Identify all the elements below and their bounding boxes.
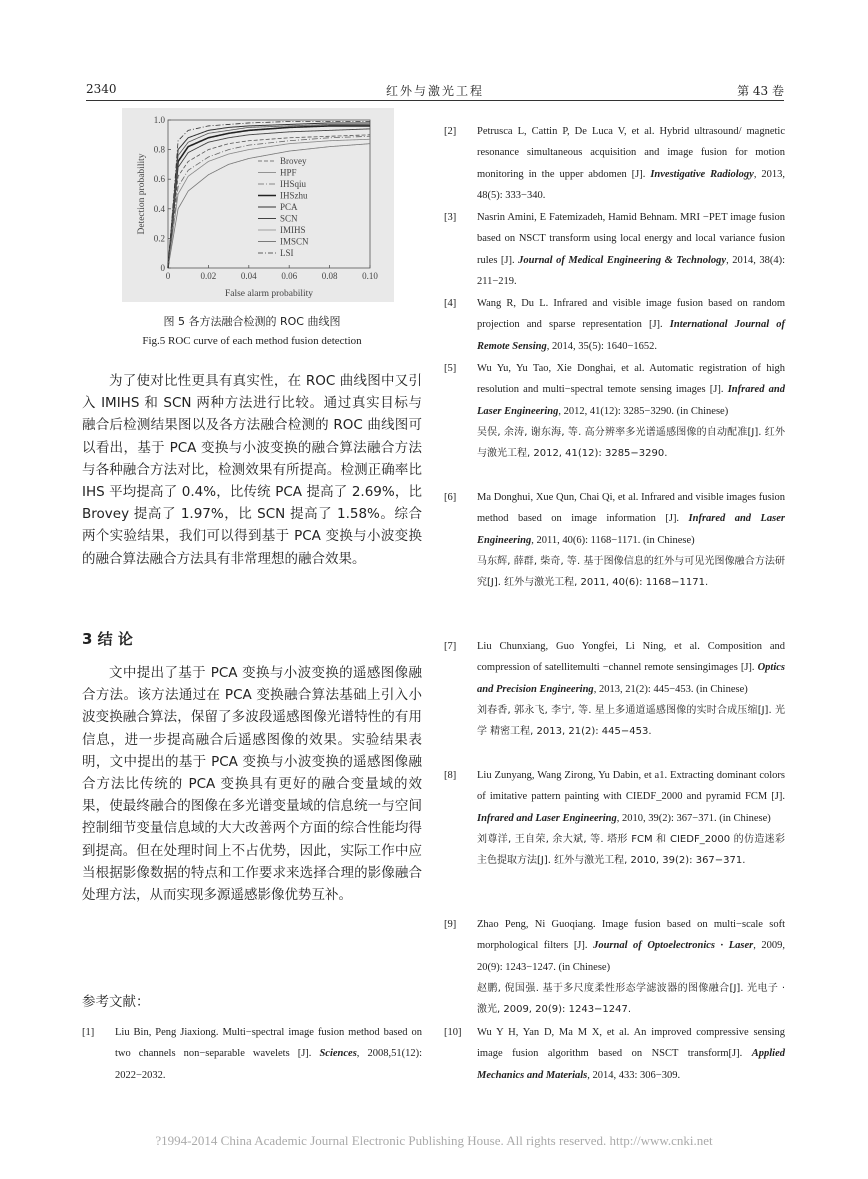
reference-number: [1]: [82, 1027, 95, 1038]
reference-number: [8]: [444, 770, 457, 781]
reference-item: [444, 487, 785, 593]
roc-series-scn: [168, 129, 370, 268]
legend-label: PCA: [280, 202, 298, 212]
x-tick-label: 0.06: [281, 271, 298, 281]
reference-item: [444, 121, 785, 206]
roc-series-imihs: [168, 139, 370, 268]
reference-number: [7]: [444, 641, 457, 652]
reference-chinese: 马东辉, 薛群, 柴奇, 等. 基于图像信息的红外与可见光图像融合方法研究[J]. 红外与激光工程, 2011, 40(6): 1168−1171.: [477, 555, 785, 589]
y-tick-label: 0.2: [153, 233, 165, 244]
legend-label: IHSzhu: [280, 190, 308, 201]
y-tick-label: 0: [160, 263, 165, 273]
roc-series-ihsqiu: [168, 136, 370, 268]
x-tick-label: 0.10: [362, 271, 378, 281]
legend-label: Brovey: [280, 156, 307, 166]
reference-item: [444, 207, 785, 292]
body-paragraph-2: [82, 662, 422, 906]
reference-text: Liu Zunyang, Wang Zirong, Yu Dabin, et a1. Extracting dominant colors of imitative pattern painting with CIEDF_2000 and pyramid FCM [J]. Infrared and Laser Engineering, 2010, 39(2): 367−371. (in Chinese): [477, 770, 785, 824]
journal-name: 红外与激光工程: [385, 84, 484, 98]
y-tick-label: 0.6: [153, 174, 165, 185]
reference-item: [444, 293, 785, 357]
reference-item: [444, 358, 785, 464]
references-heading: 参考文献：: [82, 994, 150, 1010]
x-axis-label: False alarm probability: [224, 289, 314, 299]
reference-journal: Applied Mechanics and Materials: [477, 1048, 785, 1081]
reference-item: [444, 636, 785, 742]
roc-figure: [122, 108, 394, 302]
reference-chinese: 刘尊洋, 王自荣, 余大斌, 等. 塔形 FCM 和 CIEDF_2000 的仿造迷彩主色提取方法[J]. 红外与激光工程, 2010, 39(2): 367−371.: [477, 833, 785, 867]
reference-item: [82, 1022, 422, 1086]
reference-item: [444, 1022, 785, 1086]
footer-copyright: ?1994-2014 China Academic Journal Electronic Publishing House. All rights reserved. http://www.cnki.net: [155, 1133, 713, 1148]
figure-caption-cn: 图 5 各方法融合检测的 ROC 曲线图: [163, 315, 341, 328]
reference-journal: Journal of Optoelectronics · Laser: [593, 940, 754, 952]
reference-text: Liu Chunxiang, Guo Yongfei, Li Ning, et al. Composition and compression of satellitemulti −channel remote sensingimages [J]. Optics and Precision Engineering, 2013, 21(2): 445−453. (in Chinese): [477, 641, 785, 695]
paragraph-text: 文中提出了基于 PCA 变换与小波变换的遥感图像融合方法。该方法通过在 PCA 变换融合算法基础上引入小波变换融合算法，保留了多波段遥感图像光谱特性的有用信息，进一步提高融合后遥感图像的效果。实验结果表明，文中提出的基于 PCA 变换与小波变换的遥感图像融合方法比传统的 PCA 变换具有更好的融合变量域的效果，使最终融合的图像在多光谱变量域的信息统一与空间控制细节变量信息域的大大改善两个方面的综合性能均得到提高。但在处理时间上不占优势，因此，实际工作中应当根据影像数据的特点和工作要求来选择合理的影像融合处理方法，从而实现多源遥感影像优势互补。: [82, 665, 422, 904]
reference-journal: Optics and Precision Engineering: [477, 662, 785, 695]
figure-caption-en: Fig.5 ROC curve of each method fusion detection: [142, 335, 362, 347]
reference-number: [9]: [444, 919, 457, 930]
legend-label: IMSCN: [280, 236, 309, 247]
reference-journal: International Journal of Remote Sensing: [477, 319, 786, 352]
paragraph-text: 为了使对比性更具有真实性，在 ROC 曲线图中又引入 IMIHS 和 SCN 两种方法进行比较。通过真实目标与融合后检测结果图以及各方法融合检测的 ROC 曲线图可以看出，基于 PCA 变换与小波变换的融合算法融合方法与各种融合方法对比，检测效果有所提高。检测正确率比 IHS 平均提高了 0.4%，比传统 PCA 提高了 2.69%，比 Brovey 提高了 1.97%，比 SCN 提高了 1.58%。综合两个实验结果，我们可以得到基于 PCA 变换与小波变换的融合算法融合方法具有非常理想的融合效果。: [82, 373, 422, 567]
x-tick-label: 0.04: [240, 271, 257, 281]
reference-chinese: 刘春香, 郭永飞, 李宁, 等. 星上多通道遥感图像的实时合成压缩[J]. 光学 精密工程, 2013, 21(2): 445−453.: [477, 704, 785, 738]
reference-number: [10]: [444, 1027, 462, 1038]
reference-journal: Infrared and Laser Engineering: [477, 384, 785, 417]
reference-text: Liu Bin, Peng Jiaxiong. Multi−spectral image fusion method based on two channels non−separable wavelets [J]. Sciences, 2008,51(12): 2022−2032.: [115, 1027, 422, 1081]
x-tick-label: 0: [165, 271, 171, 281]
y-tick-label: 0.4: [153, 203, 165, 214]
reference-chinese: 赵鹏, 倪国强. 基于多尺度柔性形态学滤波器的图像融合[J]. 光电子 · 激光, 2009, 20(9): 1243−1247.: [477, 982, 785, 1016]
legend-label: LSI: [280, 248, 294, 258]
roc-chart: [122, 108, 394, 302]
reference-item: [444, 765, 785, 871]
reference-text: Wu Yu, Yu Tao, Xie Donghai, et al. Automatic registration of high resolution and multi−spectral temote sensing images [J]. Infrared and Laser Engineering, 2012, 41(12): 3285−3290. (in Chinese): [477, 363, 785, 417]
page-number: 2340: [86, 82, 117, 96]
reference-journal: Investigative Radiology: [650, 168, 754, 180]
legend-label: HPF: [280, 167, 297, 178]
reference-journal: Journal of Medical Engineering & Technology: [518, 254, 727, 266]
reference-number: [4]: [444, 298, 457, 309]
section-title: 3 结 论: [82, 630, 133, 648]
reference-chinese: 吴俣, 余涛, 谢东海, 等. 高分辨率多光谱遥感图像的自动配准[J]. 红外与激光工程, 2012, 41(12): 3285−3290.: [477, 426, 785, 460]
reference-number: [5]: [444, 363, 457, 374]
legend-label: IHSqiu: [280, 179, 307, 189]
reference-journal: Infrared and Laser Engineering: [477, 812, 617, 824]
volume-label: 第 43 卷: [737, 84, 784, 98]
reference-journal: Infrared and Laser Engineering: [477, 513, 785, 546]
reference-text: Wang R, Du L. Infrared and visible image fusion based on random projection and sparse representation [J]. International Journal of Remote Sensing, 2014, 35(5): 1640−1652.: [477, 298, 786, 352]
y-tick-label: 0.8: [153, 144, 165, 155]
legend-label: SCN: [280, 213, 298, 224]
reference-text: Petrusca L, Cattin P, De Luca V, et al. Hybrid ultrasound/ magnetic resonance simultaneous acquisition and image fusion for motion monitoring in the upper abdomen [J]. Investigative Radiology, 2013, 48(5): 333−340.: [477, 126, 786, 201]
reference-text: Nasrin Amini, E Fatemizadeh, Hamid Behnam. MRI −PET image fusion based on NSCT transform using local energy and local variance fusion rules [J]. Journal of Medical Engineering & Technology, 2014, 38(4): 211−219.: [477, 212, 785, 287]
reference-number: [2]: [444, 126, 457, 137]
roc-series-hpf: [168, 144, 370, 268]
reference-item: [444, 914, 785, 1020]
y-axis-label: Detection probability: [137, 153, 147, 235]
reference-text: Wu Y H, Yan D, Ma M X, et al. An improved compressive sensing image fusion algorithm based on NSCT transform[J]. Applied Mechanics and Materials, 2014, 433: 306−309.: [477, 1027, 785, 1081]
reference-number: [6]: [444, 492, 457, 503]
running-header: [86, 82, 784, 101]
reference-journal: Sciences: [319, 1048, 357, 1060]
body-paragraph-1: [82, 370, 422, 570]
x-tick-label: 0.02: [200, 271, 217, 281]
reference-text: Zhao Peng, Ni Guoqiang. Image fusion based on multi−scale soft morphological filters [J]. Journal of Optoelectronics · Laser, 2009, 20(9): 1243−1247. (in Chinese): [477, 919, 785, 973]
y-tick-label: 1.0: [153, 115, 165, 125]
x-tick-label: 0.08: [321, 271, 338, 281]
legend-label: IMIHS: [280, 225, 306, 235]
reference-text: Ma Donghui, Xue Qun, Chai Qi, et al. Infrared and visible images fusion method based on image information [J]. Infrared and Laser Engineering, 2011, 40(6): 1168−1171. (in Chinese): [477, 492, 785, 546]
reference-number: [3]: [444, 212, 457, 223]
